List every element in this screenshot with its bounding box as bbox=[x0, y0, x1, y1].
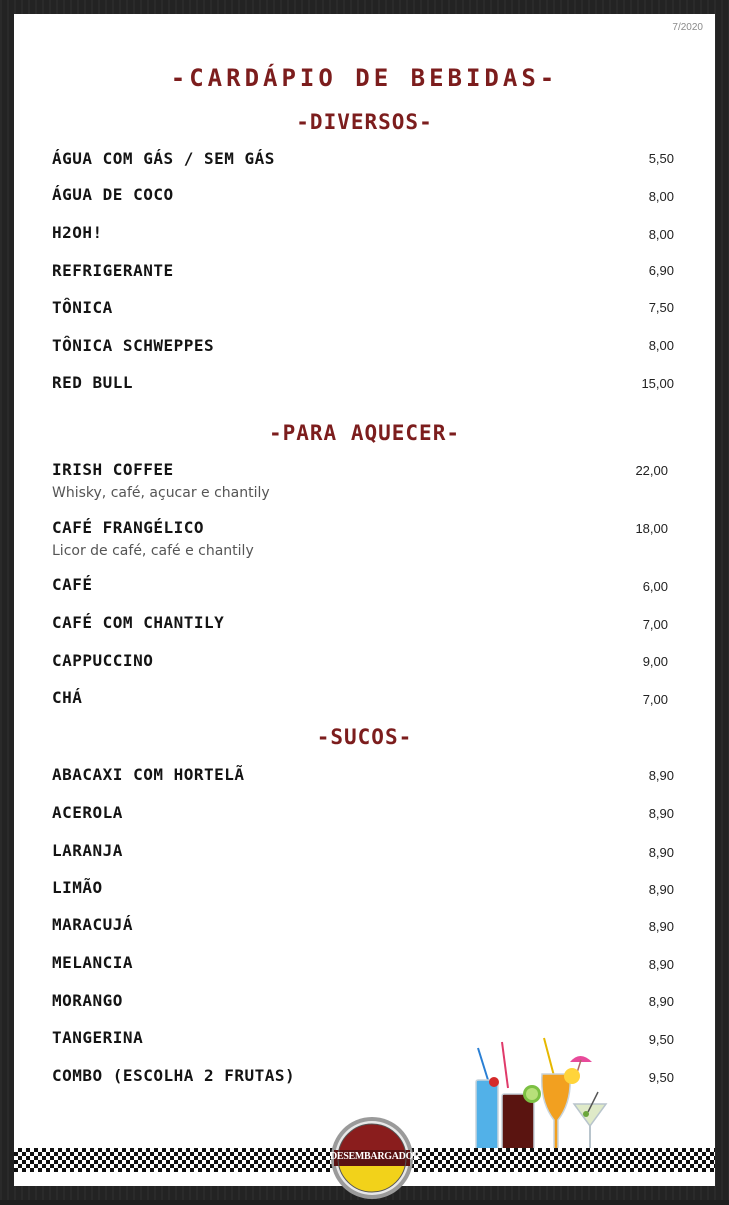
item-price: 6,90 bbox=[648, 263, 674, 278]
item-name: CAPPUCCINO bbox=[52, 651, 154, 670]
item-price: 15,00 bbox=[641, 376, 674, 391]
item-name: MORANGO bbox=[52, 991, 123, 1010]
item-name: ACEROLA bbox=[52, 803, 123, 822]
menu-item bbox=[52, 991, 674, 1010]
item-name: TANGERINA bbox=[52, 1028, 144, 1047]
menu-item bbox=[52, 613, 668, 632]
item-price: 8,90 bbox=[648, 919, 674, 934]
menu-item bbox=[52, 953, 674, 972]
item-price: 22,00 bbox=[635, 463, 668, 478]
item-name: CAFÉ COM CHANTILY bbox=[52, 613, 225, 632]
logo-text: DESEMBARGADOR bbox=[330, 1151, 420, 1162]
item-price: 8,90 bbox=[648, 768, 674, 783]
item-price: 9,50 bbox=[648, 1032, 674, 1047]
item-name: ÁGUA COM GÁS / SEM GÁS bbox=[52, 149, 275, 168]
menu-item bbox=[52, 223, 674, 242]
section-title-diversos: -DIVERSOS- bbox=[296, 110, 433, 134]
item-price: 7,00 bbox=[642, 617, 668, 632]
item-name: CHÁ bbox=[52, 688, 83, 707]
item-price: 9,00 bbox=[642, 654, 668, 669]
item-price: 8,90 bbox=[648, 806, 674, 821]
item-price: 9,50 bbox=[648, 1070, 674, 1085]
item-name: IRISH COFFEE bbox=[52, 460, 174, 479]
menu-date: 7/2020 bbox=[672, 22, 703, 33]
menu-item bbox=[52, 460, 668, 501]
section-title-sucos: -SUCOS- bbox=[316, 725, 413, 749]
restaurant-logo bbox=[330, 1116, 420, 1200]
menu-item bbox=[52, 373, 674, 392]
menu-item bbox=[52, 878, 674, 897]
menu-item bbox=[52, 298, 674, 317]
item-price: 8,00 bbox=[648, 338, 674, 353]
menu-item bbox=[52, 518, 668, 559]
menu-item bbox=[52, 915, 674, 934]
item-price: 8,90 bbox=[648, 994, 674, 1009]
menu-item bbox=[52, 149, 674, 168]
item-name: MARACUJÁ bbox=[52, 915, 134, 934]
menu-item bbox=[52, 651, 668, 670]
cocktails-illustration-icon bbox=[458, 1032, 610, 1162]
item-name: ABACAXI COM HORTELÃ bbox=[52, 765, 245, 784]
item-name: CAFÉ FRANGÉLICO bbox=[52, 518, 204, 537]
menu-item bbox=[52, 575, 668, 594]
item-name: COMBO (ESCOLHA 2 FRUTAS) bbox=[52, 1066, 296, 1085]
item-price: 5,50 bbox=[648, 151, 674, 166]
section-title-para-aquecer: -PARA AQUECER- bbox=[268, 421, 460, 445]
menu-item bbox=[52, 688, 668, 707]
item-name: CAFÉ bbox=[52, 575, 93, 594]
item-price: 8,90 bbox=[648, 957, 674, 972]
item-description: Whisky, café, açucar e chantily bbox=[52, 485, 270, 501]
menu-item bbox=[52, 336, 674, 355]
item-price: 6,00 bbox=[642, 579, 668, 594]
item-price: 7,00 bbox=[642, 692, 668, 707]
menu-page bbox=[14, 14, 715, 1186]
item-name: REFRIGERANTE bbox=[52, 261, 174, 280]
item-name: ÁGUA DE COCO bbox=[52, 185, 174, 204]
item-name: RED BULL bbox=[52, 373, 134, 392]
item-name: H2OH! bbox=[52, 223, 103, 242]
item-price: 8,00 bbox=[648, 227, 674, 242]
menu-item bbox=[52, 841, 674, 860]
item-price: 8,90 bbox=[648, 845, 674, 860]
item-name: MELANCIA bbox=[52, 953, 134, 972]
item-price: 8,90 bbox=[648, 882, 674, 897]
item-name: TÔNICA SCHWEPPES bbox=[52, 336, 215, 355]
item-price: 7,50 bbox=[648, 300, 674, 315]
item-name: LARANJA bbox=[52, 841, 123, 860]
menu-item bbox=[52, 803, 674, 822]
item-name: TÔNICA bbox=[52, 298, 113, 317]
menu-item bbox=[52, 765, 674, 784]
item-description: Licor de café, café e chantily bbox=[52, 543, 254, 559]
menu-title: -CARDÁPIO DE BEBIDAS- bbox=[170, 64, 559, 92]
menu-item bbox=[52, 185, 674, 204]
item-price: 8,00 bbox=[648, 189, 674, 204]
item-price: 18,00 bbox=[635, 521, 668, 536]
menu-item bbox=[52, 261, 674, 280]
item-name: LIMÃO bbox=[52, 878, 103, 897]
